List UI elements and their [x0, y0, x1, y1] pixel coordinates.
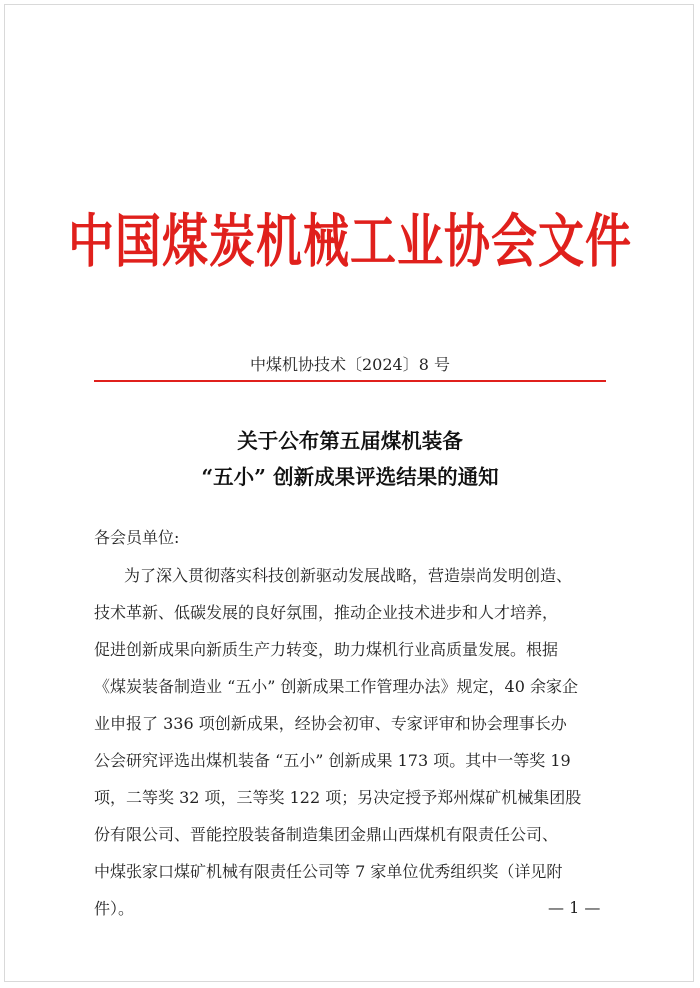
body-line: 《煤炭装备制造业 “五小” 创新成果工作管理办法》规定，40 余家企 [94, 677, 578, 696]
document-number: 中煤机协技术〔2024〕8 号 [250, 355, 450, 374]
body-line: 公会研究评选出煤机装备 “五小” 创新成果 173 项。其中一等奖 19 [94, 751, 571, 770]
body-line: 业申报了 336 项创新成果，经协会初审、专家评审和协会理事长办 [94, 714, 567, 733]
body-line: 项，二等奖 32 项，三等奖 122 项；另决定授予郑州煤矿机械集团股 [94, 788, 582, 807]
document-header-title: 中国煤炭机械工业协会文件 [68, 207, 632, 275]
page-number: — 1 — [548, 898, 601, 917]
notice-title-line-1: 关于公布第五届煤机装备 [237, 429, 463, 453]
body-line: 技术革新、低碳发展的良好氛围，推动企业技术进步和人才培养， [94, 603, 559, 622]
body-line: 中煤张家口煤矿机械有限责任公司等 7 家单位优秀组织奖（详见附 [94, 862, 563, 881]
body-line: 份有限公司、晋能控股装备制造集团金鼎山西煤机有限责任公司、 [94, 825, 559, 844]
notice-title-line-2: “五小” 创新成果评选结果的通知 [201, 465, 499, 489]
salutation: 各会员单位: [94, 528, 180, 547]
red-divider [94, 380, 606, 382]
body-line: 促进创新成果向新质生产力转变，助力煤机行业高质量发展。根据 [94, 640, 559, 659]
notice-title [0, 423, 700, 495]
body-line: 为了深入贯彻落实科技创新驱动发展战略，营造崇尚发明创造、 [124, 566, 573, 585]
body-line: 件）。 [94, 899, 135, 918]
